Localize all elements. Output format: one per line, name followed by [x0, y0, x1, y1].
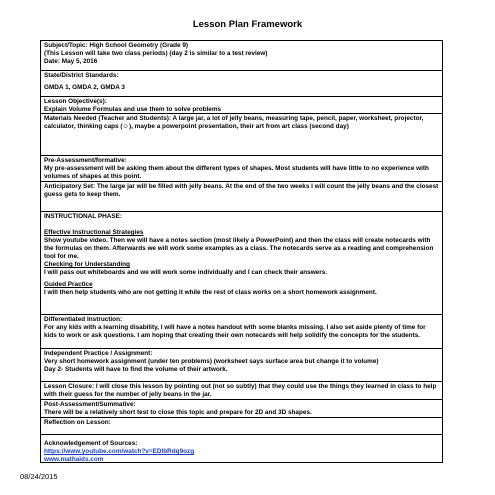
materials-section: [41, 113, 442, 155]
independent-text: Very short homework assignment (under ten problems) (worksheet says surface area but change it to volume): [44, 358, 379, 365]
differentiated-heading: Differentiated Instruction:: [44, 316, 123, 323]
mathaids-source-link[interactable]: www.mathaids.com: [44, 456, 104, 462]
footer-date: 08/24/2015: [20, 472, 58, 481]
effective-strategies-heading: Effective Instructional Strategies: [44, 229, 144, 236]
pre-assessment-section: [41, 155, 442, 181]
subject-section: [41, 41, 442, 70]
post-assessment-heading: Post-Assessment/Summative:: [44, 401, 136, 408]
differentiated-section: [41, 314, 442, 348]
anticipatory-section: [41, 181, 442, 211]
pre-assessment-text: My pre-assessment will be asking them about the different types of shapes. Most students will have little to no experience with volumes of shapes at this point.: [44, 165, 429, 180]
anticipatory-text: Anticipatory Set: The large jar will be filled with jelly beans. At the end of the two weeks I will count the jelly beans and the closest guess gets to keep them.: [44, 183, 439, 198]
objectives-section: [41, 96, 442, 113]
pre-assessment-heading: Pre-Assessment/formative:: [44, 157, 127, 164]
effective-strategies-text: Show youtube video. Then we will have a notes section (most likely a PowerPoint) and then the class will create notecards with the formulas on them. Afterwards we will work some examples as a class. The notecards serve as a reading and comprehension tool for me.: [44, 237, 434, 260]
lesson-duration-note: (This Lesson will take two class periods) (day 2 is similar to a test review): [44, 50, 268, 57]
instructional-section: [41, 211, 442, 314]
standards-section: [41, 70, 442, 96]
lesson-plan-table: [40, 40, 443, 463]
standards-heading: State/District Standards:: [44, 72, 119, 79]
independent-section: [41, 348, 442, 381]
checking-understanding-heading: Checking for Understanding: [44, 261, 130, 268]
youtube-source-link[interactable]: https://www.youtube.com/watch?v=EDlbRdq9ozg: [44, 448, 195, 455]
standards-value: GMDA 1, GMDA 2, GMDA 3: [44, 84, 125, 91]
reflection-section: [41, 417, 442, 434]
objectives-text: Explain Volume Formulas and use them to solve problems: [44, 106, 222, 113]
closure-text: Lesson Closure: I will close this lesson by pointing out (not so subtly) that they could use the things they learned in class to help with their guess for the number of jelly beans in the jar.: [44, 383, 437, 398]
instructional-heading: INSTRUCTIONAL PHASE:: [44, 213, 122, 220]
lesson-date: Date: May 5, 2016: [44, 58, 98, 65]
differentiated-text: For any kids with a learning disability, I will have a notes handout with some blanks missing. I also set aside plenty of time for kids to work or ask questions. I am hoping that creating their own notecards will help solidify the concepts for the students.: [44, 324, 426, 339]
sources-section: [41, 434, 442, 462]
post-assessment-section: [41, 399, 442, 417]
subject-line: Subject/Topic: High School Geometry (Grade 9): [44, 42, 189, 49]
sources-heading: Acknowledgement of Sources:: [44, 440, 138, 447]
objectives-heading: Lesson Objective(s):: [44, 98, 107, 105]
independent-day2: Day 2- Students will have to find the volume of their artwork.: [44, 366, 228, 373]
closure-section: [41, 381, 442, 399]
guided-practice-text: I will then help students who are not getting it while the rest of class works on a short homework assignment.: [44, 289, 377, 296]
materials-text: Materials Needed (Teacher and Students): A large jar, a lot of jelly beans, measuring tape, pencil, paper, worksheet, projector, calculator, thinking caps (☺), maybe a powerpoint presentation, their art from art class (second day): [44, 115, 424, 130]
checking-understanding-text: I will pass out whiteboards and we will work some individually and I can check their answers.: [44, 269, 328, 276]
page-title: Lesson Plan Framework: [192, 19, 303, 30]
reflection-heading: Reflection on Lesson:: [44, 419, 111, 426]
guided-practice-heading: Guided Practice: [44, 281, 93, 288]
post-assessment-text: There will be a relatively short test to close this topic and prepare for 2D and 3D shapes.: [44, 409, 312, 416]
independent-heading: Independent Practice / Assignment:: [44, 350, 153, 357]
